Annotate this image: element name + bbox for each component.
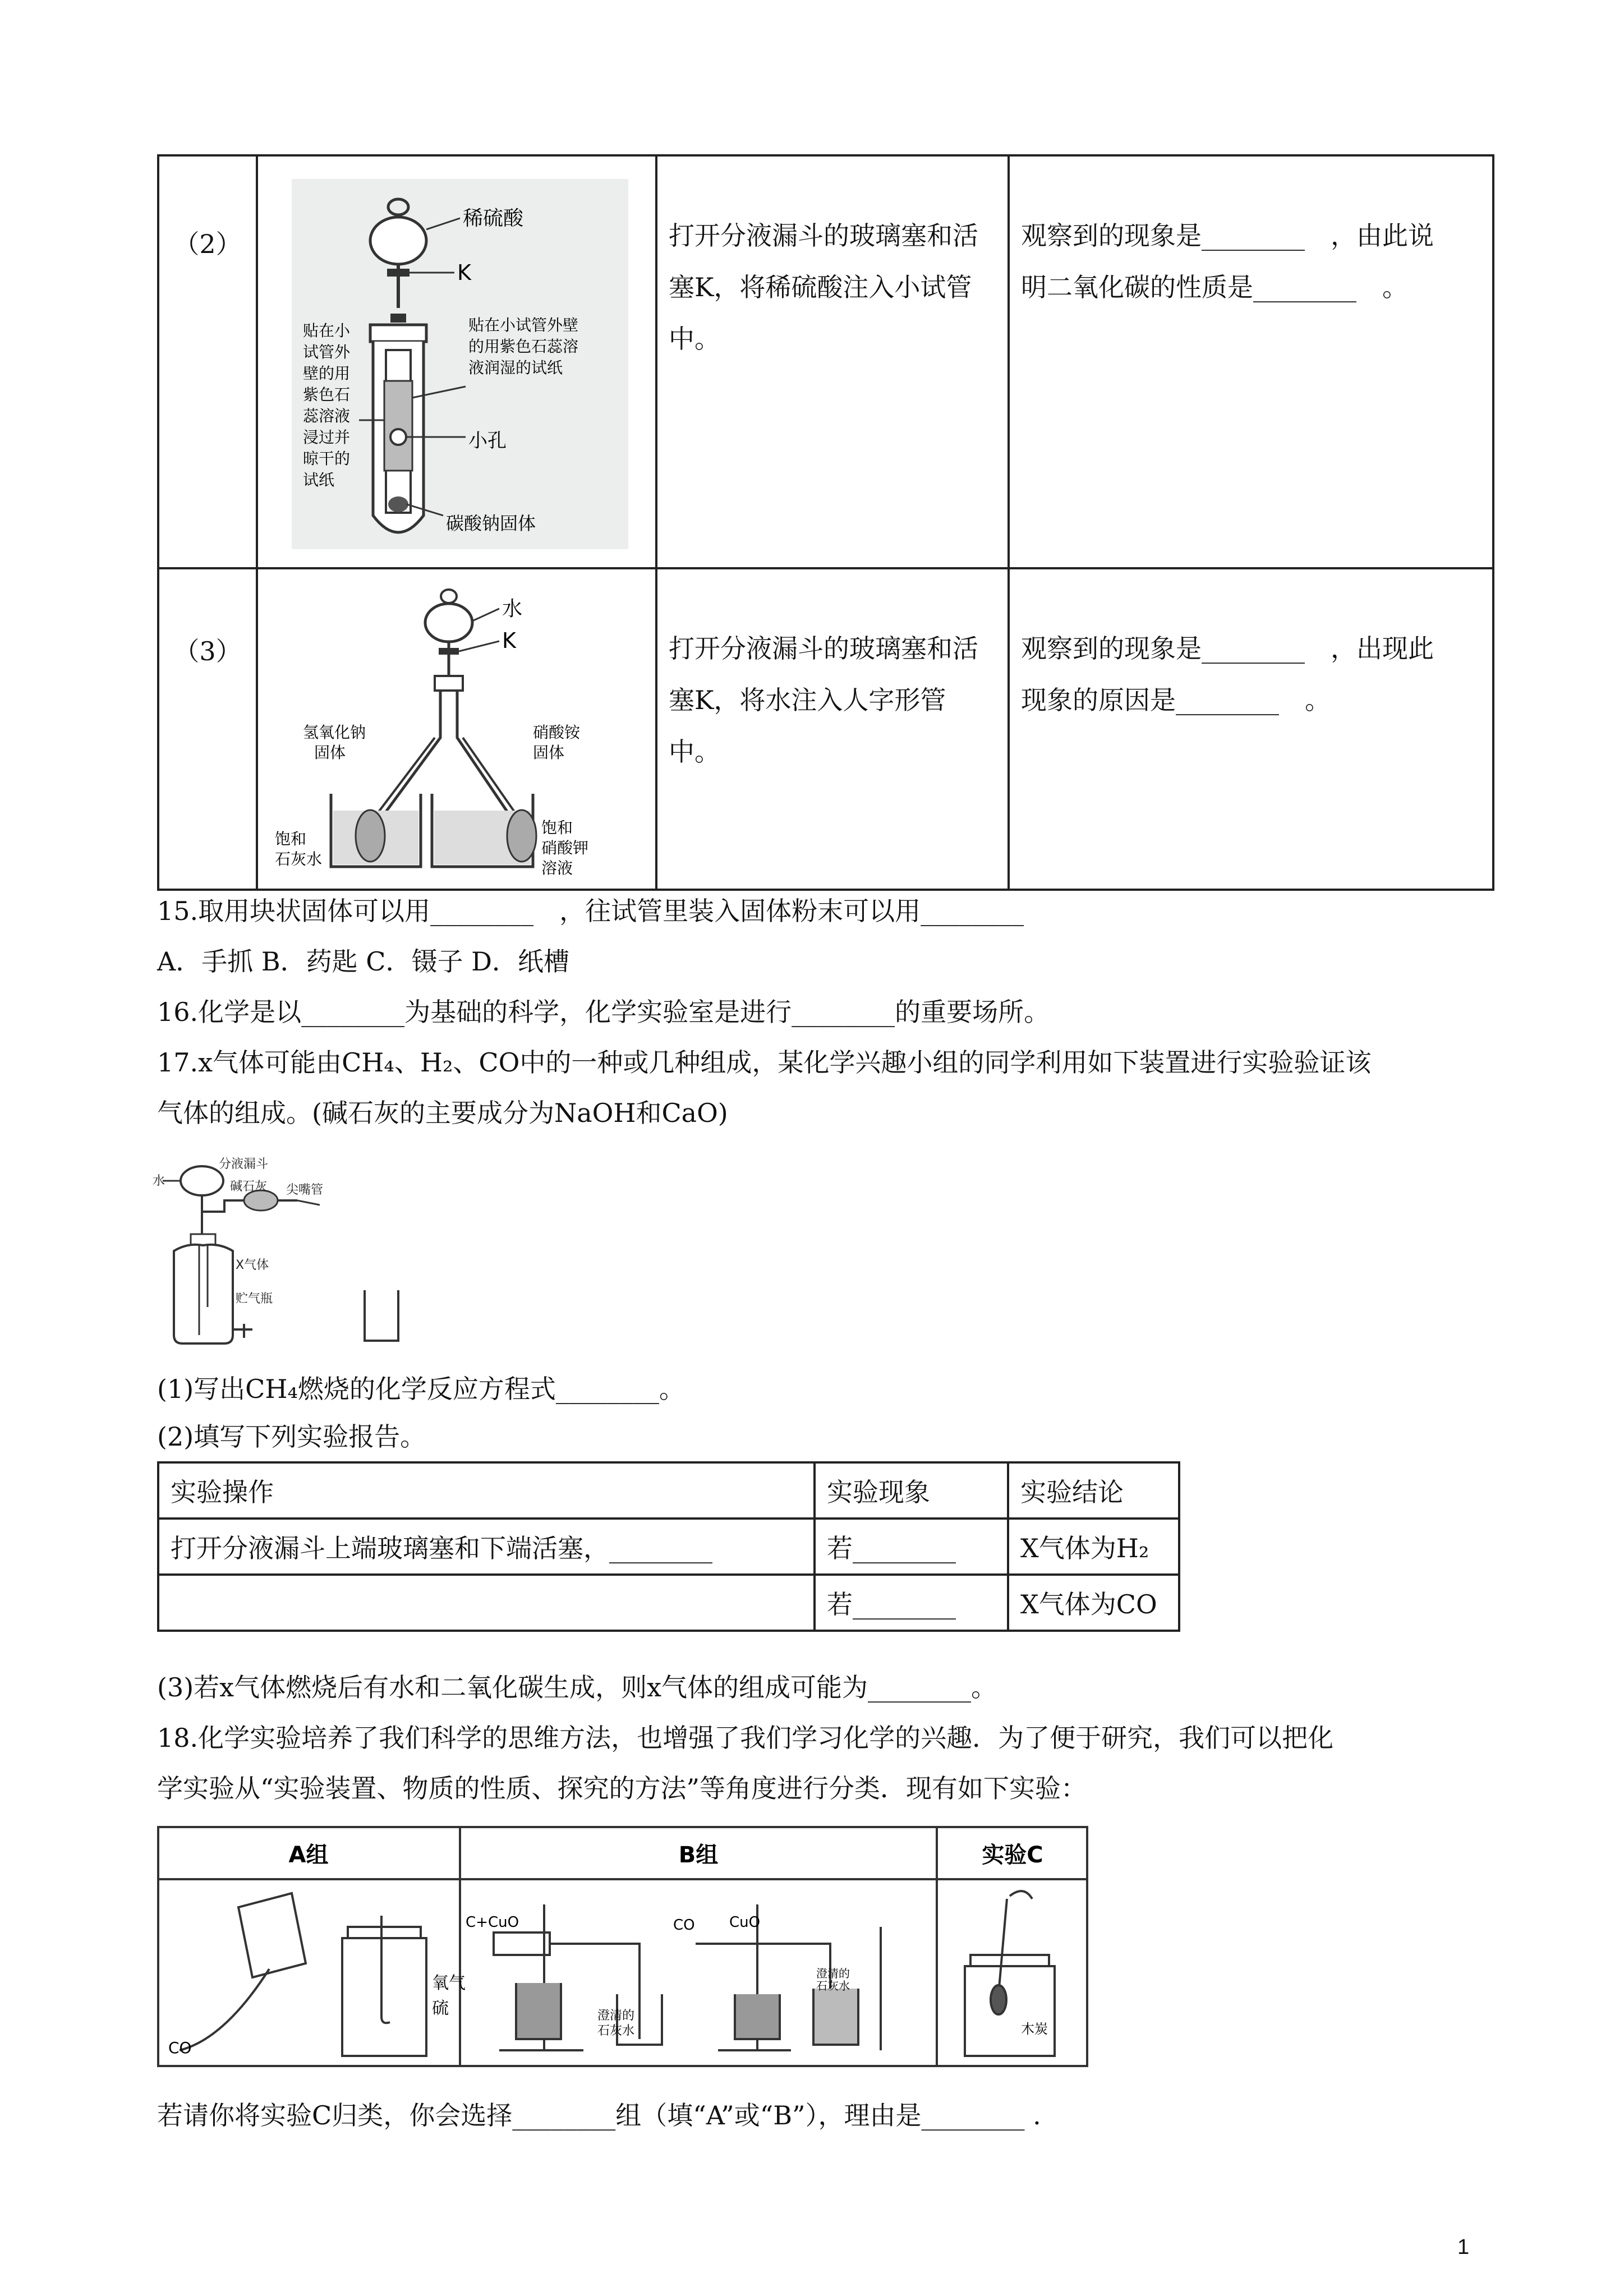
question-17: 17.x气体可能由CH₄、H₂、CO中的一种或几种组成，某化学兴趣小组的同学利用如下装置进行实验验证该: [157, 1047, 1372, 1078]
label-x-gas: X气体: [236, 1258, 269, 1272]
label-c-cuo: C+CuO: [466, 1914, 519, 1931]
svg-text:浸过并: 浸过并: [303, 428, 351, 447]
svg-text:晾干的: 晾干的: [303, 449, 351, 468]
table-row: [158, 155, 1493, 568]
question-16: 16.化学是以________为基础的科学，化学实验室是进行________的重要场所。: [157, 997, 1050, 1027]
label-co: CO: [168, 2039, 192, 2057]
question-18: 18.化学实验培养了我们科学的思维方法，也增强了我们学习化学的兴趣．为了便于研究，我们可以把化: [157, 1723, 1334, 1753]
header-operation: 实验操作: [158, 1462, 815, 1519]
label-dilute-sulfuric-acid: 稀硫酸: [463, 207, 524, 230]
header-experiment-c: 实验C: [982, 1842, 1043, 1868]
label-sodium-hydroxide: [303, 723, 366, 762]
svg-text:壁的用: 壁的用: [303, 364, 351, 383]
header-conclusion: 实验结论: [1008, 1462, 1179, 1519]
label-potassium-nitrate: [541, 818, 588, 877]
header-phenomenon: 实验现象: [815, 1462, 1008, 1519]
label-charcoal: 木炭: [1021, 2021, 1048, 2037]
svg-text:试管外: 试管外: [303, 343, 351, 361]
svg-text:石灰水: 石灰水: [597, 2024, 635, 2038]
classification-figure: [157, 1826, 1088, 2067]
table-row: [158, 1519, 1179, 1575]
operation-cell: [656, 155, 1009, 568]
table-row: [158, 1575, 1179, 1631]
question-15-options: A．手抓 B．药匙 C．镊子 D．纸槽: [157, 946, 569, 977]
svg-text:蕊溶液: 蕊溶液: [303, 407, 351, 425]
svg-text:贴在小: 贴在小: [303, 321, 351, 340]
label-cuo: CuO: [729, 1914, 761, 1931]
svg-text:的用紫色石蕊溶: 的用紫色石蕊溶: [468, 337, 579, 356]
svg-text:溶液: 溶液: [541, 859, 573, 877]
svg-text:液润湿的试纸: 液润湿的试纸: [468, 358, 563, 377]
label-separatory-funnel: 分液漏斗: [219, 1157, 269, 1171]
question-17-part-2: (2)填写下列实验报告。: [157, 1421, 426, 1452]
label-co: CO: [673, 1917, 695, 1934]
question-17-cont: 气体的组成。(碱石灰的主要成分为NaOH和CaO): [157, 1098, 728, 1128]
svg-text:硝酸钾: 硝酸钾: [541, 839, 589, 857]
gas-apparatus-figure: [151, 1156, 421, 1358]
label-stopcock-k: K: [502, 628, 516, 653]
experiment-table: [157, 154, 1494, 891]
conclusion-cell: X气体为CO: [1008, 1575, 1179, 1631]
phenomenon-cell: [1009, 568, 1493, 890]
experiment-report-table: [157, 1461, 1180, 1632]
label-limewater: [275, 830, 322, 868]
question-15: 15.取用块状固体可以用________ ，往试管里装入固体粉末可以用________: [157, 896, 1024, 926]
header-group-b: B组: [678, 1842, 719, 1868]
apparatus-figure-3: [258, 569, 657, 886]
svg-text:贴在小试管外壁: 贴在小试管外壁: [468, 316, 579, 334]
phenomenon-cell: 若________: [815, 1519, 1008, 1575]
label-water: 水: [502, 597, 523, 620]
apparatus-figure-cell: [257, 568, 656, 890]
operation-text: 打开分液漏斗的玻璃塞和活塞K，将水注入人字形管中。: [669, 633, 978, 767]
label-stopcock-k: K: [457, 260, 471, 285]
svg-text:固体: 固体: [314, 743, 346, 762]
svg-text:饱和: 饱和: [541, 818, 573, 837]
question-17-part-1: (1)写出CH₄燃烧的化学反应方程式________。: [157, 1374, 685, 1404]
phenomenon-text: 观察到的现象是________ ，由此说 明二氧化碳的性质是________ 。: [1021, 220, 1434, 302]
table-row: [158, 568, 1493, 890]
svg-text:石灰水: 石灰水: [816, 1979, 850, 1993]
row-number-cell: [158, 155, 257, 568]
conclusion-cell: X气体为H₂: [1008, 1519, 1179, 1575]
label-oxygen: 氧气: [432, 1973, 466, 1993]
svg-text:饱和: 饱和: [275, 830, 307, 848]
apparatus-figure-cell: [257, 155, 656, 568]
label-ammonium-nitrate: [533, 723, 581, 762]
row-number: （2）: [173, 229, 242, 259]
row-number: （3）: [173, 636, 242, 666]
phenomenon-text: 观察到的现象是________ ，出现此 现象的原因是________ 。: [1021, 633, 1434, 715]
phenomenon-cell: [1009, 155, 1493, 568]
label-sodium-carbonate: 碳酸钠固体: [446, 513, 536, 534]
question-18-cont: 学实验从“实验装置、物质的性质、探究的方法”等角度进行分类．现有如下实验：: [157, 1773, 1087, 1803]
svg-text:紫色石: 紫色石: [303, 385, 351, 404]
svg-text:石灰水: 石灰水: [275, 850, 323, 868]
svg-text:澄清的: 澄清的: [597, 2009, 635, 2023]
svg-text:澄清的: 澄清的: [816, 1967, 850, 1980]
svg-text:试纸: 试纸: [303, 471, 335, 489]
label-small-hole: 小孔: [468, 430, 507, 452]
phenomenon-cell: 若________: [815, 1575, 1008, 1631]
operation-cell: [158, 1575, 815, 1631]
label-water: 水: [153, 1174, 165, 1188]
question-18-answer: 若请你将实验C归类，你会选择________组（填“A”或“B”），理由是________ .: [157, 2100, 1041, 2131]
page-number: 1: [1457, 2235, 1470, 2259]
operation-text: 打开分液漏斗的玻璃塞和活塞K，将稀硫酸注入小试管中。: [669, 220, 978, 354]
label-gas-bottle: 贮气瓶: [236, 1292, 273, 1306]
svg-text:氢氧化钠: 氢氧化钠: [303, 723, 366, 742]
label-sulfur: 硫: [432, 1999, 449, 2018]
operation-cell: 打开分液漏斗上端玻璃塞和下端活塞，________: [158, 1519, 815, 1575]
svg-text:硝酸铵: 硝酸铵: [533, 723, 581, 742]
svg-text:固体: 固体: [533, 743, 565, 762]
label-wet-paper: [468, 316, 578, 377]
label-limewater-2: [816, 1967, 850, 1993]
label-soda-lime: 碱石灰: [230, 1180, 268, 1194]
apparatus-figure-2: [258, 157, 657, 565]
header-group-a: A组: [288, 1842, 329, 1868]
row-number-cell: [158, 568, 257, 890]
question-17-part-3: (3)若x气体燃烧后有水和二氧化碳生成，则x气体的组成可能为________。: [157, 1672, 997, 1703]
table-header-row: [158, 1462, 1179, 1519]
label-nozzle: 尖嘴管: [286, 1183, 324, 1197]
operation-cell: [656, 568, 1009, 890]
